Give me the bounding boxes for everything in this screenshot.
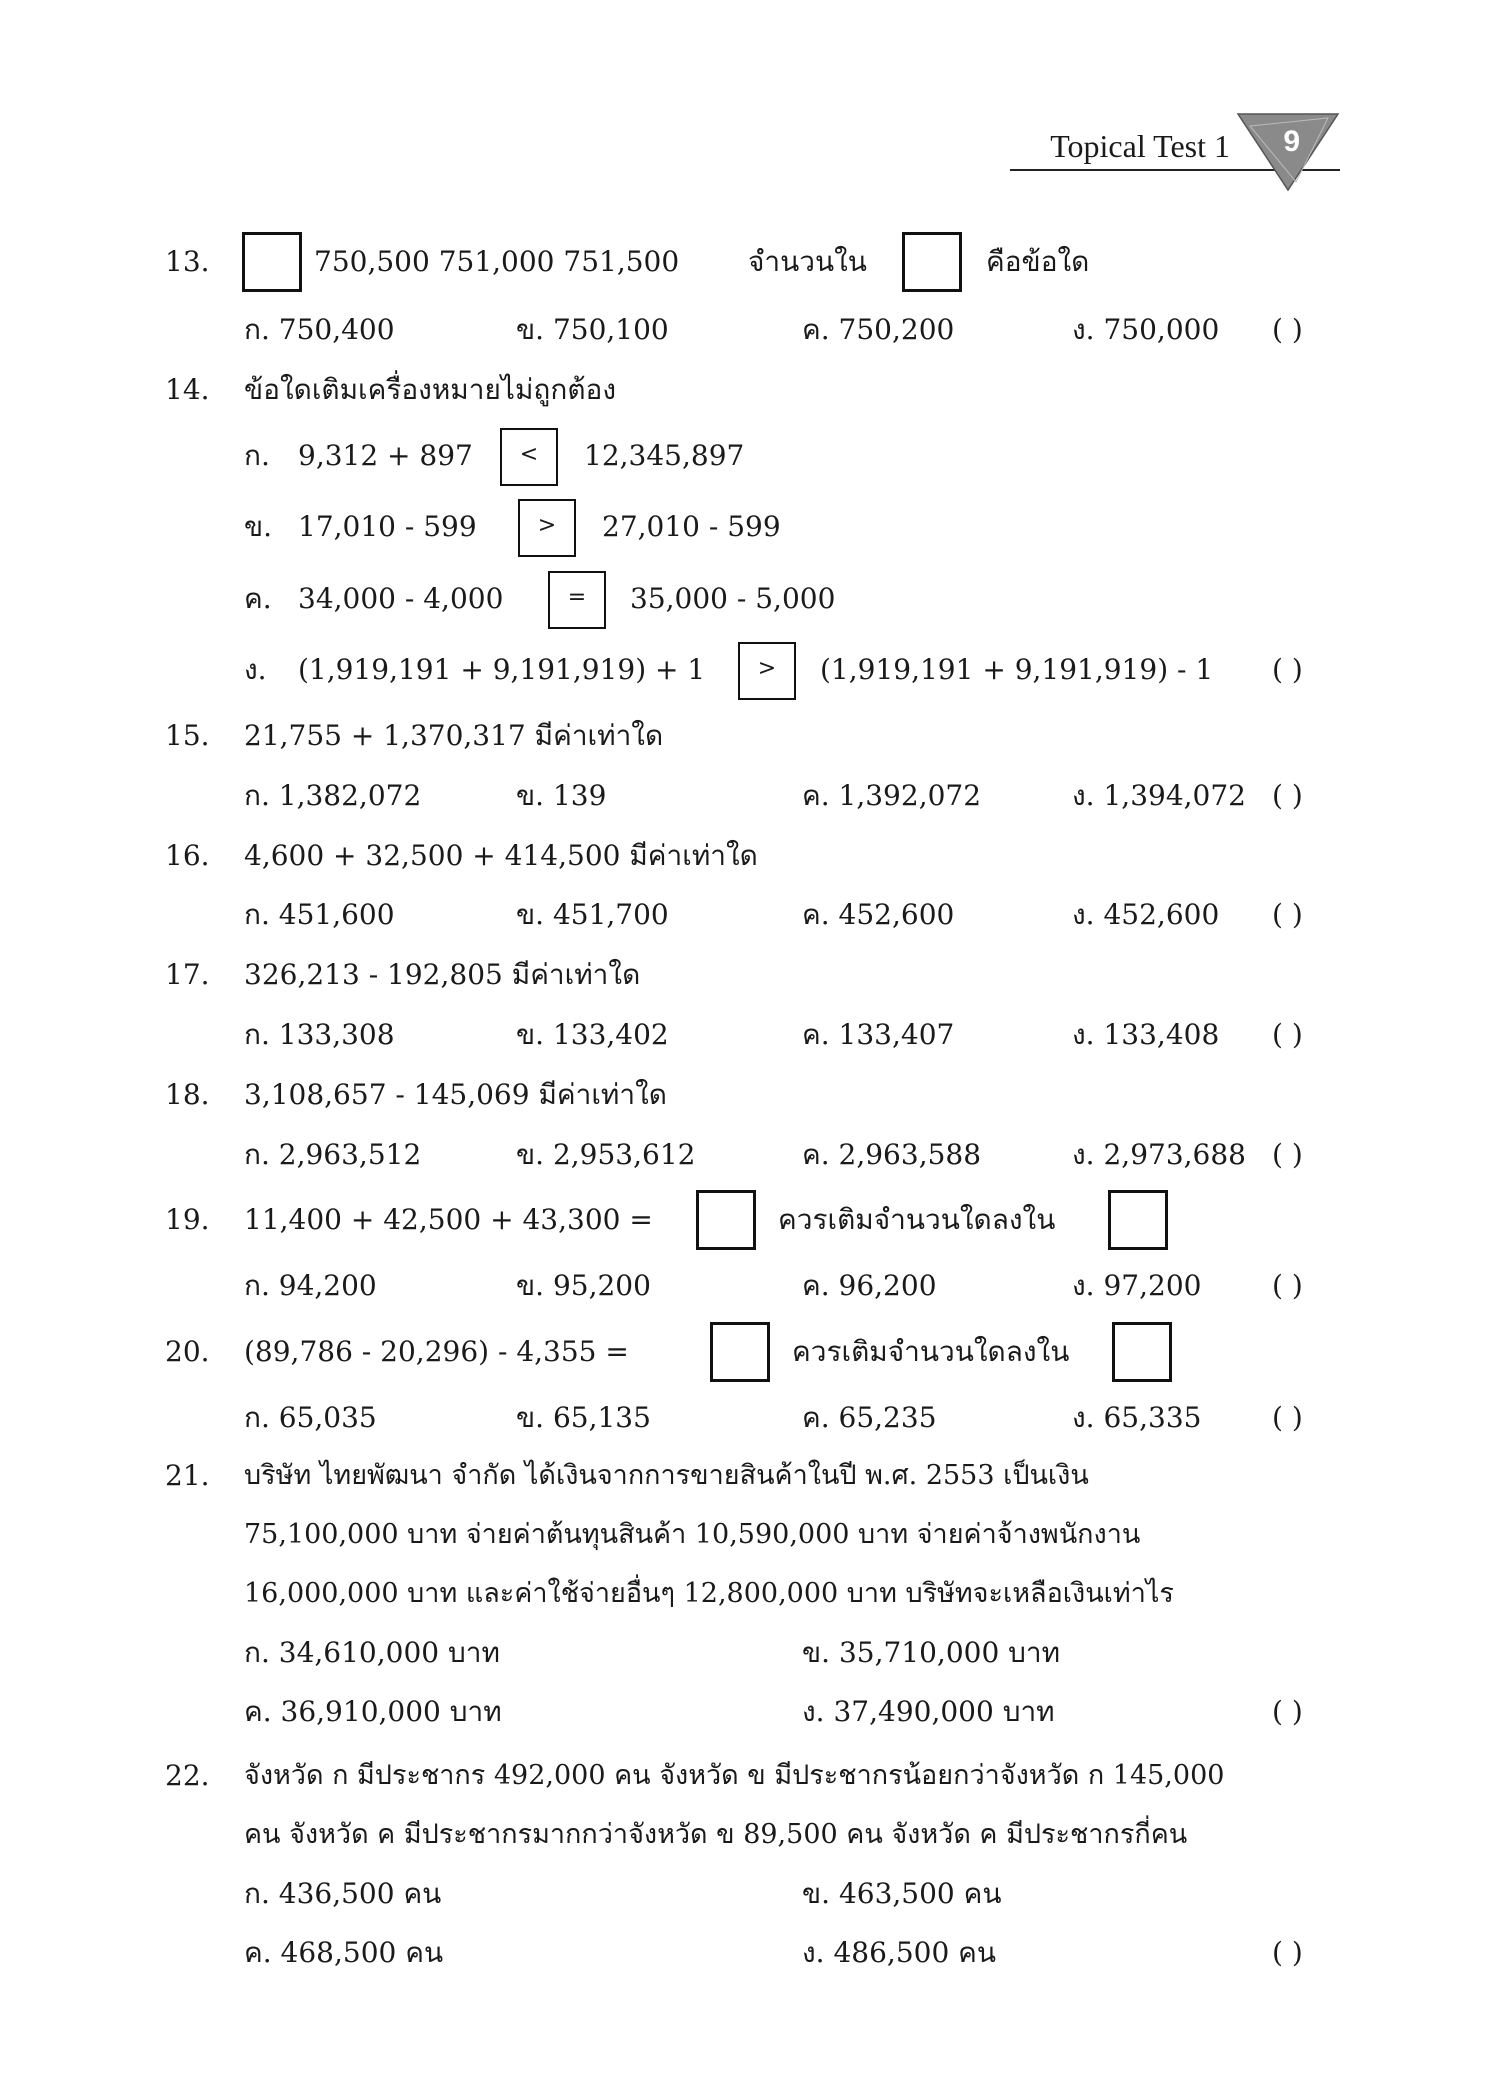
answer-box	[902, 232, 962, 292]
question-number: 20.	[165, 1335, 210, 1368]
choice-c[interactable]: ค. 452,600	[802, 898, 955, 931]
answer-parentheses[interactable]: ( )	[1272, 1269, 1303, 1302]
sign-box: >	[738, 642, 796, 700]
choice-a[interactable]: ก. 436,500 คน	[244, 1877, 442, 1910]
sign-box: <	[500, 428, 558, 486]
choice-d[interactable]: ง. 452,600	[1072, 898, 1220, 931]
choice-c[interactable]: ค. 468,500 คน	[244, 1936, 444, 1969]
choice-a[interactable]: ก. 65,035	[244, 1401, 377, 1434]
answer-parentheses[interactable]: ( )	[1272, 653, 1303, 686]
choice-b[interactable]: ข. 65,135	[516, 1401, 651, 1434]
choice-label[interactable]: ค.	[244, 582, 272, 615]
choice-d[interactable]: ง. 133,408	[1072, 1018, 1220, 1051]
answer-parentheses[interactable]: ( )	[1272, 1695, 1303, 1728]
question-number: 16.	[165, 839, 210, 872]
sign-box: =	[548, 571, 606, 629]
choice-a[interactable]: ก. 94,200	[244, 1269, 377, 1302]
choice-a[interactable]: ก. 451,600	[244, 898, 395, 931]
choice-d[interactable]: ง. 750,000	[1072, 313, 1220, 346]
choice-d[interactable]: ง. 2,973,688	[1072, 1138, 1246, 1171]
choice-d[interactable]: ง. 486,500 คน	[802, 1936, 997, 1969]
expression-left: (1,919,191 + 9,191,919) + 1	[298, 653, 706, 686]
question-text-line: คน จังหวัด ค มีประชากรมากกว่าจังหวัด ข 89,500 คน จังหวัด ค มีประชากรกี่คน	[244, 1819, 1188, 1850]
choice-a[interactable]: ก. 1,382,072	[244, 779, 422, 812]
answer-box	[242, 232, 302, 292]
question-text: ควรเติมจำนวนใดลงใน	[792, 1335, 1070, 1368]
question-text-line: บริษัท ไทยพัฒนา จำกัด ได้เงินจากการขายสินค้าในปี พ.ศ. 2553 เป็นเงิน	[244, 1460, 1089, 1491]
expression-left: 17,010 - 599	[298, 510, 477, 543]
question-text: 3,108,657 - 145,069 มีค่าเท่าใด	[244, 1078, 667, 1111]
choice-b[interactable]: ข. 463,500 คน	[802, 1877, 1002, 1910]
choice-a[interactable]: ก. 34,610,000 บาท	[244, 1636, 500, 1669]
choice-a[interactable]: ก. 133,308	[244, 1018, 395, 1051]
expression: 11,400 + 42,500 + 43,300 =	[244, 1203, 653, 1236]
question-text: 21,755 + 1,370,317 มีค่าเท่าใด	[244, 719, 664, 752]
question-text: ควรเติมจำนวนใดลงใน	[778, 1203, 1056, 1236]
question-text-line: 75,100,000 บาท จ่ายค่าต้นทุนสินค้า 10,590,000 บาท จ่ายค่าจ้างพนักงาน	[244, 1519, 1141, 1550]
choice-c[interactable]: ค. 96,200	[802, 1269, 937, 1302]
sign-box: >	[518, 499, 576, 557]
choice-label[interactable]: ข.	[244, 510, 273, 543]
answer-box	[710, 1322, 770, 1382]
expression-right: (1,919,191 + 9,191,919) - 1	[820, 653, 1214, 686]
question-text-line: จังหวัด ก มีประชากร 492,000 คน จังหวัด ข มีประชากรน้อยกว่าจังหวัด ก 145,000	[244, 1760, 1225, 1791]
choice-a[interactable]: ก. 2,963,512	[244, 1138, 422, 1171]
choice-b[interactable]: ข. 750,100	[516, 313, 669, 346]
question-text: ข้อใดเติมเครื่องหมายไม่ถูกต้อง	[244, 373, 617, 406]
answer-box	[696, 1190, 756, 1250]
choice-c[interactable]: ค. 133,407	[802, 1018, 955, 1051]
choice-c[interactable]: ค. 36,910,000 บาท	[244, 1695, 502, 1728]
choice-c[interactable]: ค. 2,963,588	[802, 1138, 982, 1171]
question-number: 21.	[165, 1459, 210, 1492]
choice-c[interactable]: ค. 65,235	[802, 1401, 937, 1434]
expression-right: 35,000 - 5,000	[630, 582, 836, 615]
question-text: คือข้อใด	[986, 245, 1090, 278]
answer-parentheses[interactable]: ( )	[1272, 1936, 1303, 1969]
expression: (89,786 - 20,296) - 4,355 =	[244, 1335, 629, 1368]
answer-parentheses[interactable]: ( )	[1272, 779, 1303, 812]
choice-b[interactable]: ข. 451,700	[516, 898, 669, 931]
choice-a[interactable]: ก. 750,400	[244, 313, 395, 346]
page-number: 9	[1283, 125, 1300, 158]
question-text: 4,600 + 32,500 + 414,500 มีค่าเท่าใด	[244, 839, 758, 872]
answer-parentheses[interactable]: ( )	[1272, 1138, 1303, 1171]
choice-c[interactable]: ค. 750,200	[802, 313, 955, 346]
choice-d[interactable]: ง. 97,200	[1072, 1269, 1202, 1302]
answer-box	[1108, 1190, 1168, 1250]
answer-parentheses[interactable]: ( )	[1272, 898, 1303, 931]
choice-b[interactable]: ข. 95,200	[516, 1269, 651, 1302]
question-text-line: 16,000,000 บาท และค่าใช้จ่ายอื่นๆ 12,800,000 บาท บริษัทจะเหลือเงินเท่าไร	[244, 1578, 1174, 1609]
expression-right: 12,345,897	[584, 439, 745, 472]
choice-label[interactable]: ก.	[244, 439, 270, 472]
expression-left: 34,000 - 4,000	[298, 582, 504, 615]
choice-b[interactable]: ข. 35,710,000 บาท	[802, 1636, 1061, 1669]
question-number: 14.	[165, 373, 210, 406]
choice-b[interactable]: ข. 139	[516, 779, 607, 812]
question-number: 19.	[165, 1203, 210, 1236]
choice-d[interactable]: ง. 65,335	[1072, 1401, 1202, 1434]
expression-left: 9,312 + 897	[298, 439, 473, 472]
question-number: 22.	[165, 1759, 210, 1792]
answer-box	[1112, 1322, 1172, 1382]
choice-c[interactable]: ค. 1,392,072	[802, 779, 982, 812]
page-header	[1010, 112, 1340, 182]
question-number: 15.	[165, 719, 210, 752]
choice-b[interactable]: ข. 2,953,612	[516, 1138, 696, 1171]
expression-right: 27,010 - 599	[602, 510, 781, 543]
choice-label[interactable]: ง.	[244, 653, 267, 686]
choice-d[interactable]: ง. 37,490,000 บาท	[802, 1695, 1055, 1728]
answer-parentheses[interactable]: ( )	[1272, 1401, 1303, 1434]
choice-d[interactable]: ง. 1,394,072	[1072, 779, 1246, 812]
choice-b[interactable]: ข. 133,402	[516, 1018, 669, 1051]
question-text: จำนวนใน	[748, 245, 867, 278]
header-title: Topical Test 1	[1050, 128, 1230, 164]
number-sequence: 750,500 751,000 751,500	[314, 245, 680, 278]
question-number: 17.	[165, 958, 210, 991]
question-number: 13.	[165, 245, 210, 278]
question-text: 326,213 - 192,805 มีค่าเท่าใด	[244, 958, 641, 991]
question-number: 18.	[165, 1078, 210, 1111]
answer-parentheses[interactable]: ( )	[1272, 1018, 1303, 1051]
answer-parentheses[interactable]: ( )	[1272, 313, 1303, 346]
